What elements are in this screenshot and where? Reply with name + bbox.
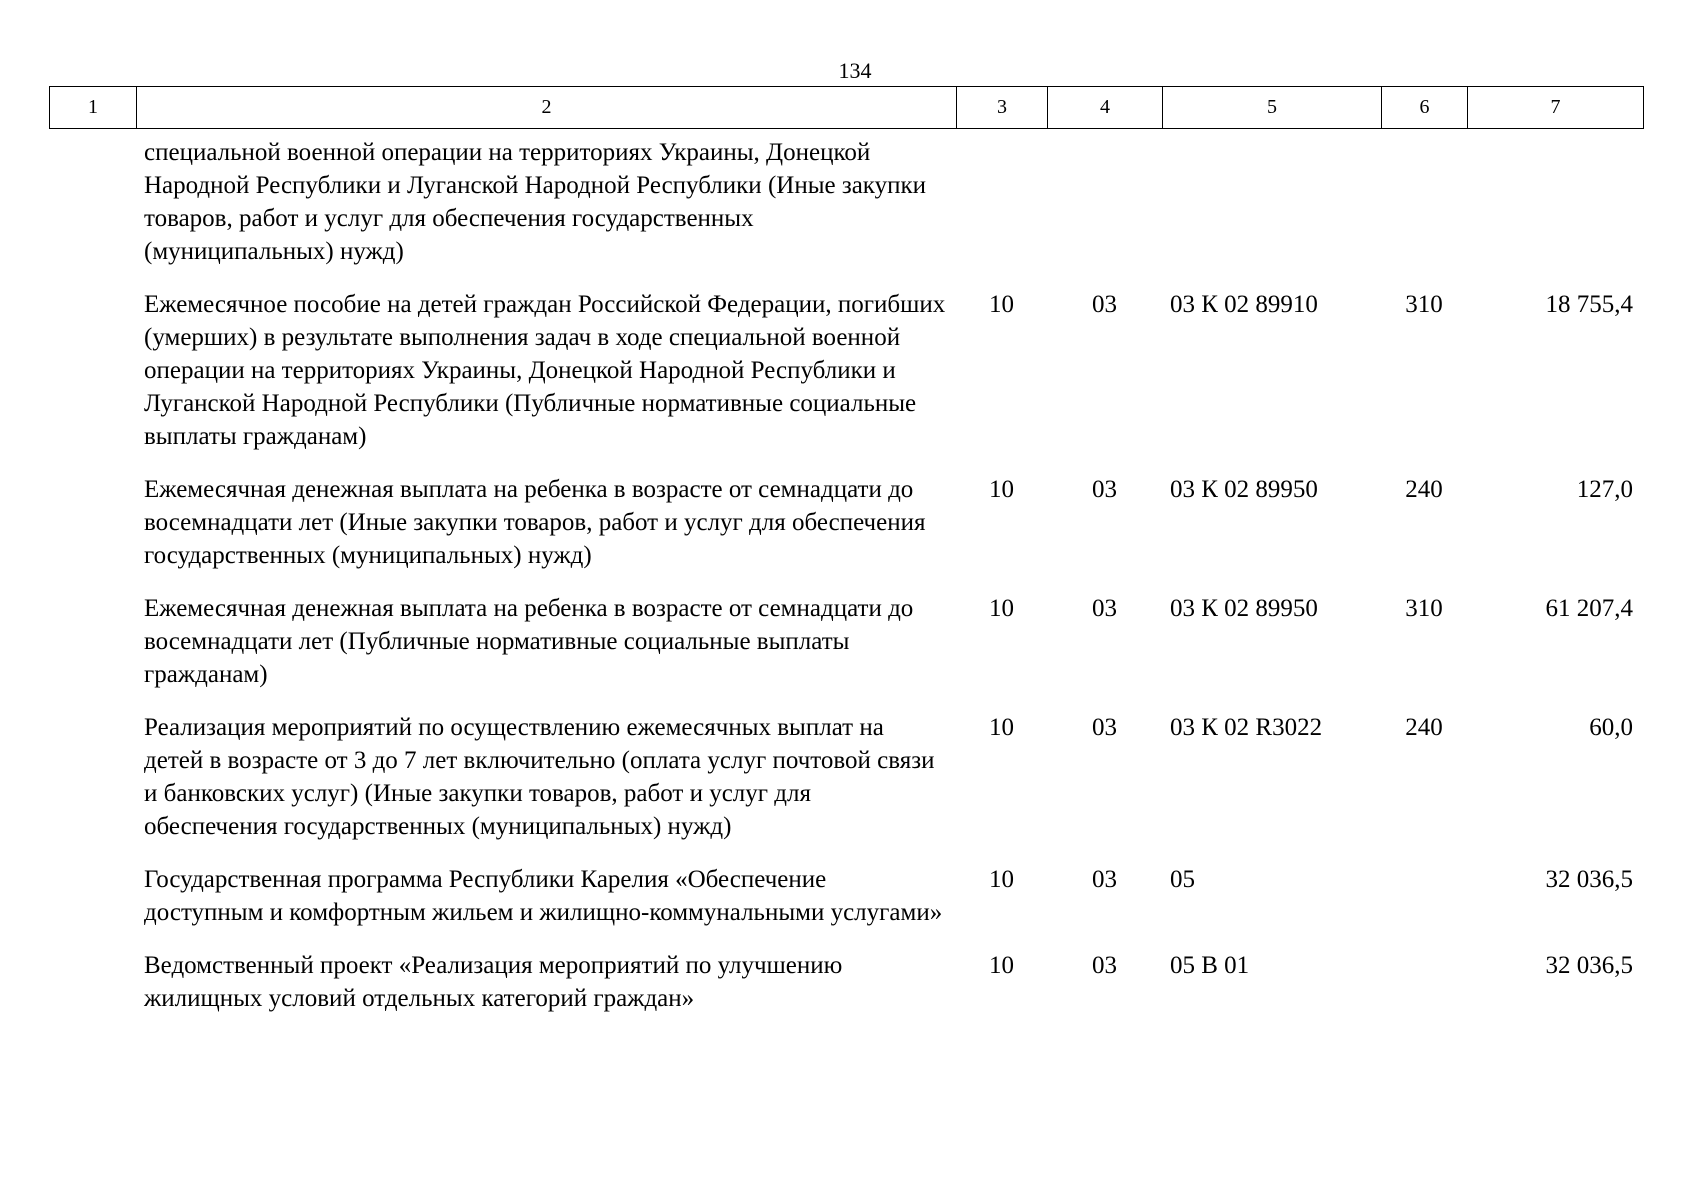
page-number: 134	[838, 58, 872, 83]
header-row	[50, 87, 1644, 129]
column-header-3: 3	[957, 87, 1048, 129]
row-name: специальной военной операции на территориях Украины, Донецкой Народной Республики и Луганской Народной Республики (Иные закупки товаров, работ и услуг для обеспечения государственных (муниципальных) нужд)	[144, 139, 927, 265]
row-section	[956, 136, 1047, 288]
row-target-article: 03 К 02 R3022	[1170, 714, 1323, 741]
table-row	[49, 863, 1643, 949]
row-name: Ежемесячная денежная выплата на ребенка в возрасте от семнадцати до восемнадцати лет (Иные закупки товаров, работ и услуг для обеспечения государственных (муниципальных) нужд)	[144, 476, 926, 569]
row-subsection: 03	[1092, 291, 1117, 318]
row-target-article: 05	[1170, 866, 1195, 893]
row-target-article: 03 К 02 89910	[1170, 291, 1318, 318]
row-section: 10	[989, 952, 1014, 979]
row-target-article: 03 К 02 89950	[1170, 476, 1318, 503]
row-section: 10	[989, 714, 1014, 741]
row-expense-type: 240	[1405, 476, 1443, 503]
row-section: 10	[989, 291, 1014, 318]
row-target-article	[1162, 136, 1381, 288]
row-expense-type	[1381, 136, 1467, 288]
table-row	[49, 288, 1643, 473]
table-body	[49, 136, 1643, 1035]
table-row	[49, 592, 1643, 711]
column-header-2: 2	[137, 87, 957, 129]
column-header-7: 7	[1468, 87, 1644, 129]
row-expense-type: 240	[1405, 714, 1443, 741]
row-subsection	[1047, 136, 1162, 288]
row-amount: 32 036,5	[1545, 952, 1633, 979]
row-section: 10	[989, 866, 1014, 893]
column-header-6: 6	[1382, 87, 1468, 129]
row-expense-type	[1381, 863, 1467, 949]
column-header-1: 1	[50, 87, 137, 129]
row-expense-type: 310	[1405, 595, 1443, 622]
row-name: Ведомственный проект «Реализация мероприятий по улучшению жилищных условий отдельных категорий граждан»	[144, 952, 843, 1012]
budget-table	[49, 136, 1643, 1035]
row-amount	[1467, 136, 1643, 288]
table-row	[49, 949, 1643, 1035]
row-target-article: 05 В 01	[1170, 952, 1250, 979]
row-amount: 61 207,4	[1545, 595, 1633, 622]
table-header	[49, 86, 1644, 129]
row-section: 10	[989, 476, 1014, 503]
row-subsection: 03	[1092, 595, 1117, 622]
table-row	[49, 711, 1643, 863]
row-subsection: 03	[1092, 952, 1117, 979]
row-name: Государственная программа Республики Карелия «Обеспечение доступным и комфортным жильем и жилищно-коммунальными услугами»	[144, 866, 943, 926]
row-subsection: 03	[1092, 476, 1117, 503]
row-amount: 32 036,5	[1545, 866, 1633, 893]
row-target-article: 03 К 02 89950	[1170, 595, 1318, 622]
row-subsection: 03	[1092, 714, 1117, 741]
row-name: Реализация мероприятий по осуществлению ежемесячных выплат на детей в возрасте от 3 до 7 лет включительно (оплата услуг почтовой связи и банковских услуг) (Иные закупки товаров, работ и услуг для обеспечения государственных (муниципальных) нужд)	[144, 714, 935, 840]
table-row	[49, 473, 1643, 592]
row-amount: 18 755,4	[1545, 291, 1633, 318]
row-subsection: 03	[1092, 866, 1117, 893]
row-expense-type: 310	[1405, 291, 1443, 318]
row-name: Ежемесячная денежная выплата на ребенка в возрасте от семнадцати до восемнадцати лет (Публичные нормативные социальные выплаты гражданам)	[144, 595, 914, 688]
column-header-4: 4	[1048, 87, 1163, 129]
row-expense-type	[1381, 949, 1467, 1035]
row-amount: 127,0	[1576, 476, 1633, 503]
row-amount: 60,0	[1589, 714, 1633, 741]
row-name: Ежемесячное пособие на детей граждан Российской Федерации, погибших (умерших) в результате выполнения задач в ходе специальной военной операции на территориях Украины, Донецкой Народной Республики и Луганской Народной Республики (Публичные нормативные социальные выплаты гражданам)	[144, 291, 946, 450]
column-header-5: 5	[1163, 87, 1382, 129]
table-row	[49, 136, 1643, 288]
row-section: 10	[989, 595, 1014, 622]
